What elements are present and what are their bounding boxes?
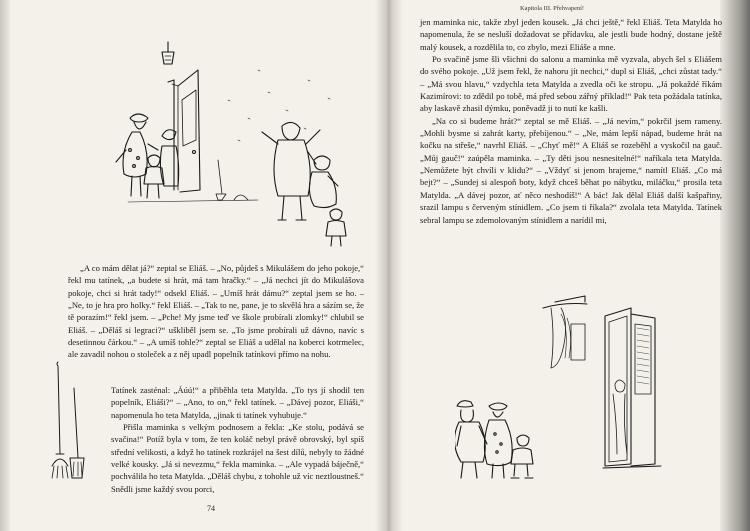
right-page-text <box>420 16 722 226</box>
right-paragraph-2: Po svačině jsme šli všichni do salonu a maminka mě vyzvala, abych šel s Eliášem do svého pokoje. „Už jsem řekl, že nahoru jít nechci,“ dupl si Eliáš, „chci zůstat tady.“ – „Má svou hlavu,“ vzdychla teta Matylda a zvedla oči ke stropu. „Já pokaždé říkám Kazimírovi: to zdědil po tobě, má před sebou zářný příklad!“ Pak teta požádala tatínka, aby laskavě zhasil dýmku, poněvadž ji to nutí ke kašli. <box>420 54 722 114</box>
doorway-greeting-illustration <box>108 40 356 256</box>
doorway-departure-illustration <box>455 294 710 484</box>
left-paragraph-3: Přišla maminka s velkým podnosem a řekla: „Ke stolu, podává se svačina!“ Potíž byla v tom, že ten koláč nebyl právě obrovský, byl spíš střední velikosti, a když ho tatínek rozkrájel na šest dílů, nebyly to žádné velké kousky. „Já si nevezmu,“ řekla maminka. – „Ale vypadá báječně,“ pochválila ho teta Matylda. „Děláš chybu, z tohohle už víc neztloustneš.“ Snědli jsme každý svou porci, <box>111 422 364 494</box>
right-page <box>400 0 750 531</box>
page-number: 74 <box>207 504 215 513</box>
left-page-text-bottom <box>111 384 364 495</box>
left-paragraph-2: Tatínek zasténal: „Áúú!“ a přiběhla teta Matylda. „To tys jí shodil ten popelník, Eliáši?“ – „Ano, to on,“ řekl tatínek. – „Dávej pozor, Eliáši,“ napomenula ho teta Matylda, „jinak ti tatínek vyhubuje.“ <box>111 385 364 420</box>
left-page-text-top <box>68 262 364 361</box>
broom-illustration <box>48 358 90 482</box>
running-head: Kapitola III. Přehvapení! <box>520 5 585 12</box>
left-paragraph-1: „A co mám dělat já?“ zeptal se Eliáš. – „No, půjdeš s Mikulášem do jeho pokoje,“ řekl mu tatínek, „a budete si hrát, má tam hračky.“ – „Já nechci jít do Mikulášova pokoje, chci si hrát tady!“ odsekl Eliáš. – „Umíš hrát dámu?“ zeptal jsem se ho. – „Ne, to je hra pro holky.“ řekl Eliáš. – „Tak to ne, pane, je to skvělá hra a sázím se, že tě porazím!“ řekl jsem. – „Pche! My jsme teď ve škole probírali zlomky!“ chlubil se Eliáš. – „Děláš si legraci?“ uškliběl jsem se. „To jsme probírali už dávno, navíc s desetinnou čárkou.“ – „A umíš tohle?“ zeptal se Eliáš a udělal na koberci kotrmelec, ale zavadil nohou o stoleček a z něj upadl popelník tatínkovi přímo na nohu. <box>68 263 364 360</box>
right-paragraph-3: „Na co si budeme hrát?“ zeptal se mě Eliáš. – „Já nevím,“ pokrčil jsem rameny. „Mohli bysme si zahrát karty, přebíjenou.“ – „Ne, mám lepší nápad, budeme hrát na kočku na střeše,“ navrhl Eliáš. – „Chyť mě!“ A Eliáš se rozeběhl a vyskočil na gauč. „Můj gauč!“ zaúpěla maminka. – „Ty děti jsou nesnesitelné!“ naříkala teta Matylda. „Nemůžete být chvíli v klidu?“ – „Vždyť si jenom hrajeme,“ namítl Eliáš. „Co má bejt?“ – „Sundej si alespoň boty, když chceš běhat po nábytku, miláčku,“ prosila teta Matylda. „A dávej pozor, ať něco neshodíš!“ A bác! Jak dělal Eliáš další kašpařiny, srazil lampu s červeným stínidlem. „Co jsem ti říkala?“ zvolala teta Matylda. Tatínek sebral lampu se zdemolovaným stínidlem a narídil mi, <box>420 115 722 225</box>
right-paragraph-1: jen maminka nic, takže zbyl jeden kousek. „Já chci ještě,“ řekl Eliáš. Teta Matylda ho napomenula, že se nesluší dožadovat se přídavku, ale jestli bude hodný, dostane ještě malý kousek, a rozdělila to, co zbylo, mezi Eliáše a mne. <box>420 17 722 52</box>
